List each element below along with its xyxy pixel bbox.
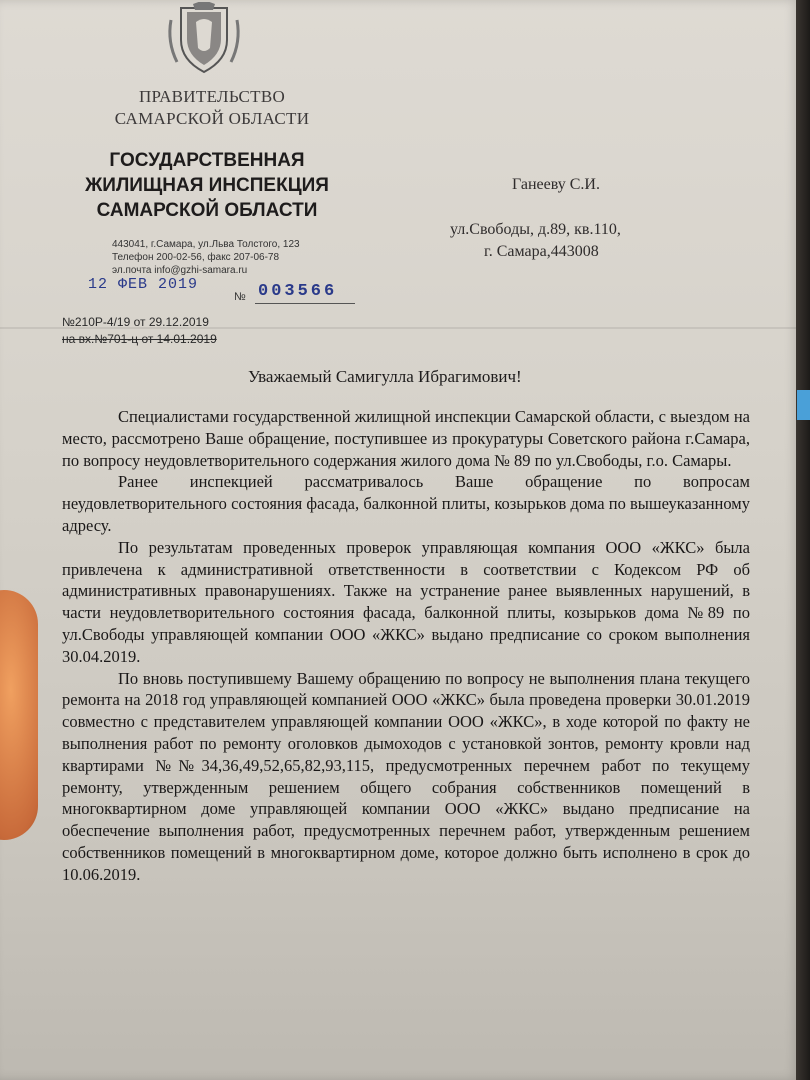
government-title — [92, 86, 332, 130]
coat-of-arms-icon — [163, 2, 245, 76]
reference-number: №210Р-4/19 от 29.12.2019 — [62, 315, 209, 329]
letter-body — [62, 406, 750, 886]
sender-contacts — [112, 238, 342, 277]
recipient-street: ул.Свободы, д.89, кв.110, — [450, 221, 621, 238]
recipient-name: Ганееву С.И. — [512, 176, 600, 193]
inspection-line: САМАРСКОЙ ОБЛАСТИ — [96, 200, 318, 221]
sender-email: эл.почта info@gzhi-samara.ru — [112, 265, 248, 276]
background-edge — [796, 0, 810, 1080]
number-label: № — [234, 291, 246, 303]
stamp-date: 12 ФЕВ 2019 — [88, 276, 199, 293]
holding-finger — [0, 590, 38, 840]
government-line: ПРАВИТЕЛЬСТВО — [138, 87, 286, 106]
inspection-line: ГОСУДАРСТВЕННАЯ — [109, 150, 305, 171]
inspection-title — [62, 148, 352, 223]
recipient-city: г. Самара,443008 — [484, 243, 599, 260]
stamp-number: 003566 — [258, 282, 338, 301]
sender-address: 443041, г.Самара, ул.Льва Толстого, 123 — [112, 239, 300, 250]
paragraph: По результатам проведенных проверок управляющая компания ООО «ЖКС» была привлечена к административной ответственности в соответствии с Кодексом РФ об административных правонарушениях. Также на устранение ранее выявленных нарушений, в части неудовлетворительного состояния фасада, балконной плиты, козырьков дома №89 по ул.Свободы управляющей компании ООО «ЖКС» выдано предписание со сроком выполнения 30.04.2019. — [62, 537, 750, 666]
paragraph: По вновь поступившему Вашему обращению по вопросу не выполнения плана текущего ремонта на 2018 год управляющей компанией ООО «ЖКС» была проведена проверки 30.01.2019 совместно с представителем управляющей компании ООО «ЖКС», в ходе которой по факту не выполнения работ по ремонту оголовков дымоходов с установкой зонтов, ремонту кровли над квартирами №№34,36,49,52,65,82,93,115, предусмотренных перечнем работ по текущему ремонту, утвержденным решением общего собрания собственников помещений в многоквартирном доме управляющей компании ООО «ЖКС» выдано предписание на обеспечение выполнения работ, предусмотренных перечнем работ, утвержденным решением собственников помещений в многоквартирном доме, которое должно быть исполнено в срок до 10.06.2019. — [62, 668, 750, 884]
sender-phone: Телефон 200-02-56, факс 207-06-78 — [112, 252, 280, 263]
paragraph: Ранее инспекцией рассматривалось Ваше обращение по вопросам неудовлетворительного состояния фасада, балконной плиты, козырьков дома по вышеуказанному адресу. — [62, 472, 750, 535]
background-screen — [797, 390, 810, 420]
incoming-reference: на вх.№701-ц от 14.01.2019 — [62, 332, 217, 346]
government-line: САМАРСКОЙ ОБЛАСТИ — [114, 109, 310, 128]
paragraph: Специалистами государственной жилищной инспекции Самарской области, с выездом на место, рассмотрено Ваше обращение, поступившее из прокуратуры Советского района г.Самара, по вопросу неудовлетворительного содержания жилого дома № 89 по ул.Свободы, г.о. Самары. — [62, 407, 750, 470]
salutation: Уважаемый Самигулла Ибрагимович! — [248, 367, 522, 386]
inspection-line: ЖИЛИЩНАЯ ИНСПЕКЦИЯ — [85, 175, 329, 196]
number-underline — [255, 303, 355, 304]
